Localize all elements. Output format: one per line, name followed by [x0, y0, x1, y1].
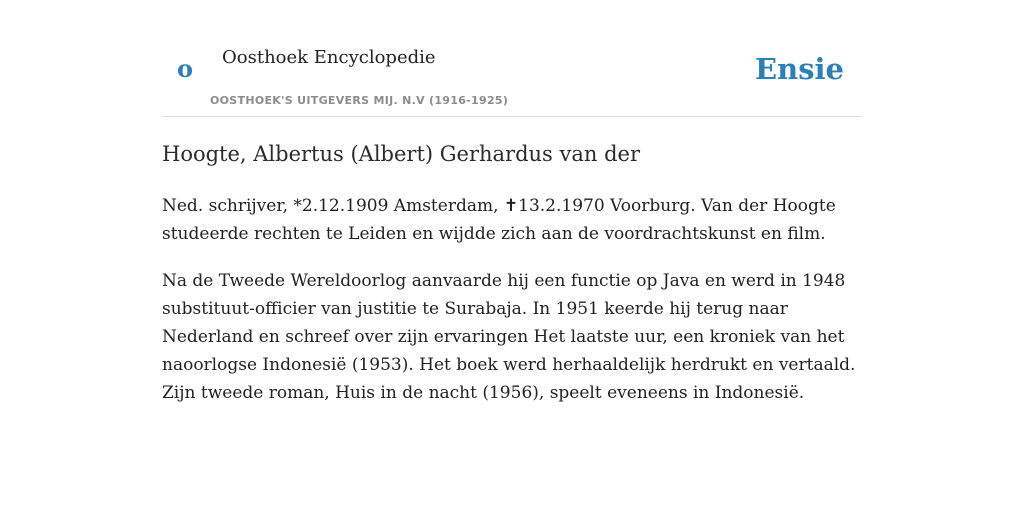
site-title[interactable]: Oosthoek Encyclopedie — [222, 47, 436, 68]
publisher-label: OOSTHOEK'S UITGEVERS MIJ. N.V (1916-1925) — [210, 94, 509, 107]
article-paragraph-1: Ned. schrijver, *2.12.1909 Amsterdam, ✝13.2.1970 Voorburg. Van der Hoogte studeerde rechten te Leiden en wijdde zich aan de voordrachtskunst en film. — [162, 196, 836, 244]
site-header — [162, 0, 862, 117]
article — [162, 136, 864, 407]
article-paragraph-2: Na de Tweede Wereldoorlog aanvaarde hij een functie op Java en werd in 1948 substituut-officier van justitie te Surabaja. In 1951 keerde hij terug naar Nederland en schreef over zijn ervaringen Het laatste uur, een kroniek van het naoorlogse Indonesië (1953). Het boek werd herhaaldelijk herdrukt en vertaald. Zijn tweede roman, Huis in de nacht (1956), speelt eveneens in Indonesië. — [162, 271, 856, 403]
site-logo[interactable]: o — [177, 54, 194, 83]
ensie-link[interactable]: Ensie — [755, 52, 844, 86]
article-title: Hoogte, Albertus (Albert) Gerhardus van der — [162, 142, 640, 166]
